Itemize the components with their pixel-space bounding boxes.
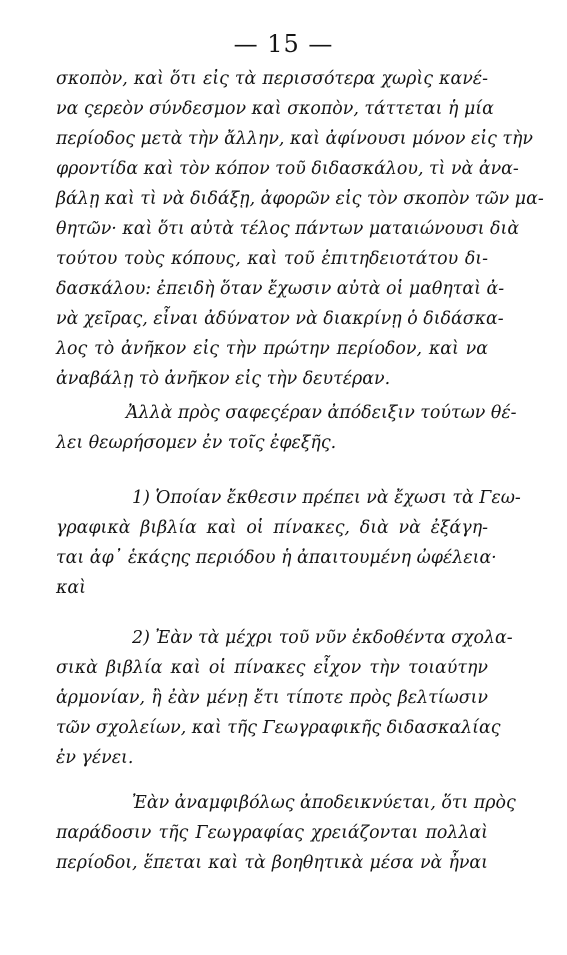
paragraph-1 [56,64,544,394]
text-line: ἐν γένει. [56,748,134,768]
paragraph-5 [56,788,516,878]
text-line: 2) Ἐὰν τὰ μέχρι τοῦ νῦν ἐκδοθέντα σχολα- [132,628,513,648]
text-line: θητῶν· καὶ ὅτι αὐτὰ τέλος πάντων ματαιώνουσι διὰ [56,219,520,239]
text-line: να ςερεὸν σύνδεσμον καὶ σκοπὸν, τάττεται ἡ μία [56,99,494,119]
page-number: — 15 — [233,30,334,58]
text-line: περίοδος μετὰ τὴν ἄλλην, καὶ ἀφίνουσι μόνον εἰς τὴν [56,129,533,149]
text-line: τῶν σχολείων, καὶ τῆς Γεωγραφικῆς διδασκαλίας [56,718,501,738]
text-line: νὰ χεῖρας, εἶναι ἀδύνατον νὰ διακρίνῃ ὁ διδάσκα- [56,309,504,329]
text-line: λει θεωρήσομεν ἐν τοῖς ἐφεξῆς. [56,433,337,453]
text-line: φροντίδα καὶ τὸν κόπον τοῦ διδασκάλου, τὶ νὰ ἀνα- [56,159,519,179]
text-line: ἁρμονίαν, ἢ ἐὰν μένῃ ἔτι τίποτε πρὸς βελτίωσιν [56,688,488,708]
text-line: ἀναβάλῃ τὸ ἀνῆκον εἰς τὴν δευτέραν. [56,369,391,389]
paragraph-4 [56,623,513,773]
text-line: 1) Ὁποίαν ἔκθεσιν πρέπει νὰ ἔχωσι τὰ Γεω- [132,488,521,508]
text-line: παράδοσιν τῆς Γεωγραφίας χρειάζονται πολλαὶ [56,823,488,843]
text-line: ται ἀφ᾽ ἑκάςης περιόδου ἡ ἀπαιτουμένη ὠφέλεια· [56,548,497,568]
text-line: τούτου τοὺς κόπους, καὶ τοῦ ἐπιτηδειοτάτου δι- [56,249,488,269]
text-line: σικὰ βιβλία καὶ οἱ πίνακες εἶχον τὴν τοιαύτην [56,658,488,678]
text-line: λος τὸ ἀνῆκον εἰς τὴν πρώτην περίοδον, καὶ να [56,339,488,359]
paragraph-2 [56,398,517,458]
paragraph-3 [56,483,521,603]
text-line: περίοδοι, ἕπεται καὶ τὰ βοηθητικὰ μέσα νὰ ἦναι [56,853,488,873]
text-line: γραφικὰ βιβλία καὶ οἱ πίνακες, διὰ νὰ ἐξάγη- [56,518,488,538]
text-line: Ἐὰν ἀναμφιβόλως ἀποδεικνύεται, ὅτι πρὸς [132,793,516,813]
text-line: βάλῃ καὶ τὶ νὰ διδάξῃ, ἀφορῶν εἰς τὸν σκοπὸν τῶν μα- [56,189,544,209]
text-line: Ἀλλὰ πρὸς σαφεςέραν ἀπόδειξιν τούτων θέ- [126,403,517,423]
text-line: καὶ [56,578,86,598]
text-line: σκοπὸν, καὶ ὅτι εἰς τὰ περισσότερα χωρὶς κανέ- [56,69,488,89]
text-line: δασκάλου: ἐπειδὴ ὅταν ἔχωσιν αὐτὰ οἱ μαθηταὶ ἀ- [56,279,505,299]
